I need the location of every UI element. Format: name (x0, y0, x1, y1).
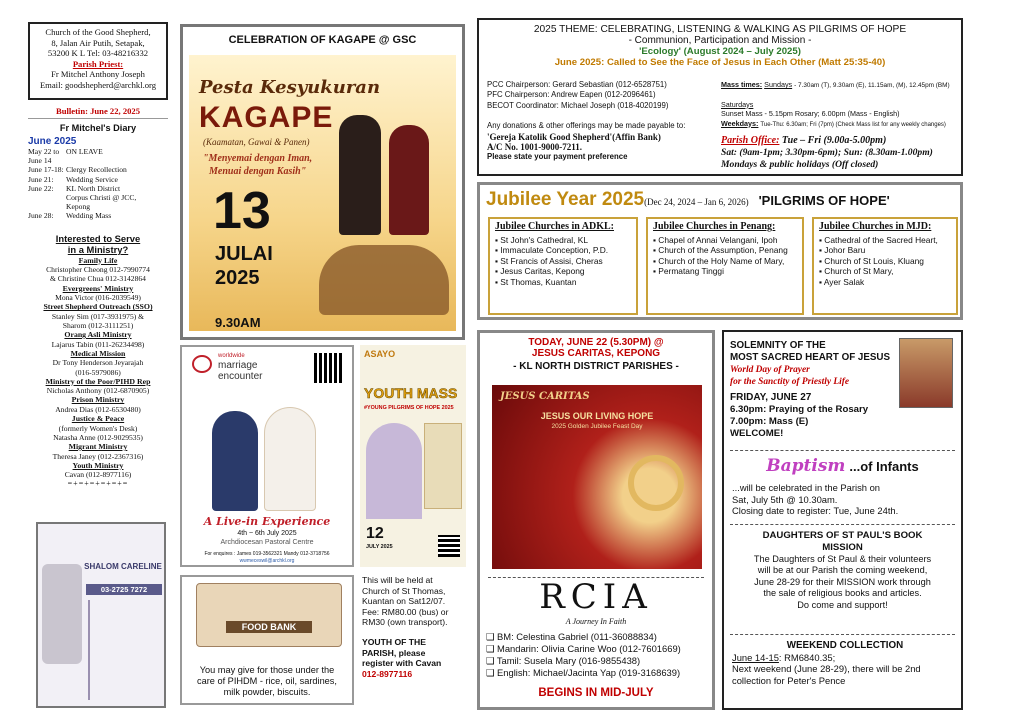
ministry-contact: Sharom (012-3111251) (62, 320, 134, 330)
ministry-contact: Nicholas Anthony (012-6870905) (46, 386, 150, 396)
weekday-masses: Tue-Thu: 6.30am; Fri (7pm) (Check Mass list for any weekly changes) (760, 121, 946, 128)
jubilee-church: ▪ St Francis of Assisi, Cheras (495, 255, 603, 266)
jubilee-church: ▪ Cathedral of the Sacred Heart, (819, 234, 938, 245)
baptism-word: Baptism (766, 456, 846, 476)
rcia-contact: ❑ Tamil: Susela Mary (016-9855438) (486, 655, 641, 666)
church-address-1: 8, Jalan Air Putih, Setapak, (51, 37, 145, 48)
sacred-line-2: 7.00pm: Mass (E) (730, 416, 809, 427)
sacred-heart-section (730, 340, 900, 440)
jubilee-title: Jubilee Year 2025 (486, 189, 645, 210)
jubilee-church: ▪ St Thomas, Kuantan (495, 276, 577, 287)
jubilee-church: ▪ Permatang Tinggi (653, 266, 724, 276)
careline-poster (36, 522, 166, 708)
collection-line-3: collection for Peter's Pence (732, 674, 846, 686)
church-name: Church of the Good Shepherd, (45, 27, 151, 37)
youth-cta (362, 637, 468, 669)
rcia-begins: BEGINS IN MID-JULY (538, 687, 654, 699)
baptism-line-2: Sat, July 5th @ 10.30am. (732, 493, 838, 505)
ministry-name: Youth Ministry (72, 460, 124, 470)
jubilee-group-adkl (488, 217, 638, 315)
theme-line-2: - Communion, Participation and Mission - (628, 35, 812, 46)
food-bank-box (180, 575, 354, 705)
diary-text: Corpus Christi @ JCC, (66, 193, 137, 203)
me-venue: Archdiocesan Pastoral Centre (220, 539, 314, 546)
ministry-contact: Christopher Cheong 012-7990774 (46, 265, 150, 275)
dashed-divider (730, 450, 955, 451)
youth-cta-line: register with Cavan (362, 658, 442, 669)
diary-row (28, 147, 168, 156)
jubilee-church: ▪ Chapel of Annai Velangani, Ipoh (653, 234, 778, 245)
sacred-sub-1: World Day of Prayer (730, 365, 810, 375)
mass-times-label: Mass times: (721, 80, 763, 89)
sunday-masses: - 7.30am (T), 9.30am (E), 11.15am, (M), 12.45pm (BM) (794, 82, 950, 89)
kagape-artwork (189, 55, 456, 331)
diary-text: ON LEAVE (66, 147, 103, 156)
kagape-motto-2: Menuai dengan Kasih" (209, 166, 307, 177)
jubilee-church: ▪ Church of the Assumption, Penang (653, 245, 788, 255)
diary-title: Fr Mitchel's Diary (59, 123, 137, 133)
diary-text: KL North District (66, 183, 121, 193)
jubilee-group-list (495, 235, 631, 288)
diary-date: June 21: (28, 174, 54, 184)
diary-text: Wedding Service (66, 174, 118, 184)
me-web[interactable]: wwmeceswil@archkl.org (239, 558, 295, 564)
sacred-heart-image (899, 338, 953, 408)
poster-org: JESUS CARITAS (500, 391, 590, 402)
food-bank-line-2: care of PIHDM - rice, oil, sardines, (197, 676, 337, 686)
monstrance-icon (628, 455, 684, 511)
ministry-contact: Natasha Anne (012-9029535) (53, 432, 143, 442)
sundays-label: Sundays (764, 80, 793, 89)
kagape-month: JULAI (215, 243, 273, 265)
youth-date-day: 12 (366, 525, 384, 542)
dancer-figure-1 (339, 115, 381, 235)
office-hours-1: Tue – Fri (9.00a-5.00pm) (781, 135, 887, 147)
youth-mass-poster (360, 345, 466, 567)
youth-date-month: JULY 2025 (366, 544, 393, 550)
careline-title: SHALOM CARELINE (84, 562, 162, 571)
collection-amount: : RM6840.35; (778, 651, 836, 663)
kagape-script: Pesta Kesyukuran (199, 77, 381, 98)
food-bank-label: FOOD BANK (226, 621, 312, 633)
church-info-box (28, 22, 168, 100)
dsp-line: will be at our Parish the coming weekend, (757, 565, 928, 576)
sacred-line-3: WELCOME! (730, 428, 784, 439)
donate-line-2: 'Gereja Katolik Good Shepherd'(Affin Bank) (487, 131, 661, 142)
ministry-contact: Andrea Dias (012-6530480) (55, 404, 141, 414)
youth-detail-line: Church of St Thomas, (362, 585, 446, 596)
ministry-name: Street Shepherd Outreach (SSO) (43, 302, 153, 312)
diary-list (28, 147, 168, 221)
weekdays-label: Weekdays: (721, 118, 759, 128)
sunset-mass: Sunset Mass - 5.15pm Rosary; 6.00pm (Mass - English) (721, 109, 900, 119)
theme-line-3: 'Ecology' (August 2024 – July 2025) (639, 46, 801, 57)
dsp-line: Do come and support! (797, 599, 888, 610)
ministry-name: Justice & Peace (71, 414, 125, 424)
diary-date: June 28: (28, 211, 54, 221)
careline-phone[interactable]: 03-2725 7272 (86, 584, 162, 595)
food-bank-text (182, 665, 352, 698)
diary-date: June 22: (28, 183, 54, 193)
rcia-contact: ❑ English: Michael/Jacinta Yap (019-3168639) (486, 667, 681, 678)
diary-row (28, 165, 168, 174)
rcia-contact: ❑ BM: Celestina Gabriel (011-36088834) (486, 631, 657, 642)
kagape-header: CELEBRATION OF KAGAPE @ GSC (228, 34, 417, 46)
theme-line-4: June 2025: Called to See the Face of Jesus in Each Other (Matt 25:35-40) (554, 57, 886, 68)
diary-date: May 22 to (28, 147, 60, 156)
sacred-title-1: SOLEMNITY OF THE (730, 340, 826, 351)
ministry-contact: Mona Victor (016-2039549) (55, 293, 141, 303)
ministry-name: Medical Mission (70, 348, 126, 358)
jubilee-church: ▪ Church of St Louis, Kluang (819, 255, 924, 266)
bulletin-date: Bulletin: June 22, 2025 (28, 104, 168, 119)
food-box-image (196, 583, 342, 647)
dsp-title-1: DAUGHTERS OF ST PAUL'S BOOK (762, 530, 923, 541)
ministry-contact: (formerly Women's Desk) (58, 423, 138, 433)
office-label: Parish Office: (721, 135, 780, 147)
office-hours-3: Mondays & public holidays (Off closed) (721, 159, 879, 171)
kagape-motto-1: "Menyemai dengan Iman, (203, 153, 313, 164)
youth-detail-line: Kuantan on Sat12/07. (362, 596, 446, 607)
parish-office (721, 135, 961, 147)
youth-detail-line: RM30 (own transport). (362, 617, 448, 628)
chairpersons (487, 80, 721, 163)
sacred-line-1: 6.30pm: Praying of the Rosary (730, 404, 869, 415)
becot-coordinator: BECOT Coordinator: Michael Joseph (018-4020199) (487, 100, 669, 110)
youth-org: ASAYO (364, 349, 396, 359)
ministry-title-2: in a Ministry? (67, 244, 129, 256)
youth-qr-code[interactable] (438, 535, 460, 557)
dancer-figure-2 (389, 125, 429, 235)
ministry-contact: (016-5979086) (75, 367, 121, 377)
ministry-contact: Cavan (012-8977116) (64, 470, 132, 480)
ministry-section (28, 233, 168, 489)
collection-section (732, 640, 958, 686)
jubilee-church: ▪ Church of the Holy Name of Mary, (653, 255, 785, 266)
sacred-title-2: MOST SACRED HEART OF JESUS (730, 352, 891, 363)
kagape-sub: (Kaamatan, Gawai & Panen) (203, 137, 310, 147)
dsp-line: the sale of religious books and articles. (763, 588, 922, 599)
youth-details-list (362, 575, 468, 628)
today-line-3: - KL NORTH DISTRICT PARISHES - (513, 361, 679, 372)
dsp-body (724, 554, 961, 611)
me-brand: marriage (218, 360, 258, 371)
youth-cta-line: PARISH, please (362, 647, 426, 658)
ministry-contact: Stanley Sim (017-3931975) & (51, 311, 145, 321)
ministry-name: Migrant Ministry (68, 442, 128, 452)
church-building-image (366, 423, 422, 519)
collection-line-2: Next weekend (June 28-29), there will be 2nd (732, 663, 921, 675)
donate-line-3: A/C No. 1001-9000-7211. (487, 142, 582, 153)
youth-hashtag: #YOUNG PILGRIMS OF HOPE 2025 (364, 405, 454, 411)
office-hours-2: Sat: (9am-1pm; 3.30pm-6pm); Sun: (8.30am-1.00pm) (721, 147, 933, 159)
priest-label: Parish Priest: (72, 58, 124, 69)
baptism-details (732, 482, 958, 517)
diary-date (28, 193, 66, 202)
jubilee-group-mjd (812, 217, 958, 315)
diary-row (28, 193, 168, 202)
dsp-title-2: MISSION (822, 542, 863, 553)
youth-detail-line: This will be held at (362, 575, 433, 585)
today-line-2: JESUS CARITAS, KEPONG (531, 348, 661, 359)
ministry-divider: =+=+=+=+=+= (67, 479, 129, 489)
diary-month: June 2025 (28, 136, 77, 147)
donate-line-1: Any donations & other offerings may be made payable to: (487, 121, 686, 131)
donate-line-4: Please state your payment preference (487, 152, 628, 162)
heart-logo-icon (192, 355, 212, 373)
ministry-contact: Dr Tony Henderson Jeyarajah (52, 358, 144, 368)
ministry-contact: Theresa Janey (012-2367316) (52, 451, 144, 461)
ministry-name: Evergreens' Ministry (62, 283, 134, 293)
dsp-line: June 28-29 for their MISSION work through (754, 576, 931, 587)
saturdays-label: Saturdays (721, 99, 754, 109)
jubilee-dates: (Dec 24, 2024 – Jan 6, 2026) (644, 197, 749, 207)
dashed-divider (730, 634, 955, 635)
me-brand-small: worldwide (218, 353, 245, 359)
me-enquiry: For enquires : James 019-3562321 Mandy 012-3718756 (204, 551, 330, 557)
ministry-name: Family Life (78, 255, 118, 265)
jubilee-group-penang (646, 217, 804, 315)
ministry-name: Prison Ministry (71, 395, 125, 405)
collection-title: WEEKEND COLLECTION (786, 640, 904, 651)
jubilee-group-title: Jubilee Churches in Penang: (653, 221, 776, 232)
diary-date: June 14 (28, 156, 52, 166)
me-tagline: A Live-in Experience (203, 515, 331, 528)
pfc-chair: PFC Chairperson: Andrew Eapen (012-2096461) (487, 90, 656, 100)
jubilee-group-list (819, 235, 951, 288)
ministry-name: Orang Asli Ministry (64, 330, 132, 340)
jubilee-heading (486, 189, 890, 211)
marriage-encounter-poster (180, 345, 354, 567)
jubilee-motto: 'PILGRIMS OF HOPE' (758, 193, 890, 208)
youth-mass-details (362, 575, 468, 679)
bulletin-column (28, 104, 168, 488)
poster-sub: 2025 Golden Jubilee Feast Day (551, 423, 643, 430)
ministry-title-1: Interested to Serve (55, 232, 141, 244)
theme-line-1: 2025 THEME: CELEBRATING, LISTENING & WALKING AS PILGRIMS OF HOPE (533, 24, 907, 35)
diary-row (28, 184, 168, 193)
diary-row (28, 211, 168, 220)
dsp-line: The Daughters of St Paul & their volunteers (753, 554, 932, 564)
rcia-contact: ❑ Mandarin: Olivia Carine Woo (012-7601669) (486, 643, 681, 654)
me-dates: 4th ~ 6th July 2025 (237, 530, 297, 537)
dsp-section (724, 530, 961, 611)
diary-row (28, 156, 168, 165)
youth-cta-line: YOUTH OF THE (362, 636, 426, 647)
baptism-section (724, 456, 961, 476)
collection-date: June 14-15 (732, 651, 779, 663)
priest-name: Fr Mitchel Anthony Joseph (51, 69, 145, 80)
jubilee-church: ▪ Immaculate Conception, P.D. (495, 245, 609, 255)
ministry-list (28, 256, 168, 480)
church-address-2: 53200 K L Tel: 03-48216332 (47, 48, 149, 59)
diary-date (28, 202, 66, 211)
jubilee-church: ▪ Johor Baru (819, 245, 866, 255)
baptism-line-1: ...will be celebrated in the Parish on (732, 482, 880, 493)
mass-times (721, 80, 961, 171)
baptism-rest: ...of Infants (849, 459, 919, 474)
rcia-contacts (486, 631, 712, 679)
church-email[interactable]: Email: goodshepherd@archkl.org (39, 79, 157, 90)
food-bank-line-3: milk powder, biscuits. (223, 687, 311, 697)
groom-figure (212, 411, 258, 511)
theme-box (477, 18, 963, 176)
diary-row (28, 202, 168, 211)
jubilee-church: ▪ St John's Cathedral, KL (495, 234, 589, 245)
sacred-date: FRIDAY, JUNE 27 (730, 392, 812, 403)
jubilee-box (477, 182, 963, 320)
qr-code[interactable] (314, 353, 344, 383)
jubilee-church: ▪ Church of St Mary, (819, 266, 894, 276)
diary-text: Wedding Mass (66, 211, 112, 221)
me-brand-2: encounter (218, 371, 263, 382)
diary-date: June 17-18: (28, 165, 64, 175)
jesus-caritas-poster (492, 385, 702, 569)
diary-text: Clergy Recollection (66, 165, 127, 175)
today-line-1: TODAY, JUNE 22 (5.30PM) @ (528, 337, 664, 348)
dashed-divider (730, 524, 955, 525)
jubilee-group-list (653, 235, 797, 277)
poster-title: JESUS OUR LIVING HOPE (540, 411, 654, 421)
ministry-contact: Lajarus Tabin (011-26234498) (51, 339, 145, 349)
hands-image (42, 564, 82, 664)
kagape-title: KAGAPE (199, 101, 334, 134)
baptism-line-3: Closing date to register: Tue, June 24th. (732, 505, 899, 517)
ministry-name: Ministry of the Poor/PIHD Rep (45, 376, 151, 386)
sacred-sub-2: for the Sanctity of Priestly Life (730, 377, 849, 387)
kagape-time: 9.30AM (215, 315, 261, 330)
jubilee-group-title: Jubilee Churches in MJD: (819, 221, 932, 232)
jubilee-church: ▪ Jesus Caritas, Kepong (495, 266, 585, 276)
youth-phone[interactable]: 012-8977116 (362, 668, 413, 679)
today-event-box (477, 330, 715, 710)
careline-text-block (88, 600, 160, 700)
diary-text: Kepong (66, 202, 91, 212)
announcements-box (722, 330, 963, 710)
food-bank-line-1: You may give for those under the (199, 665, 335, 675)
kagape-year: 2025 (215, 267, 260, 289)
rcia-title: RCIA (539, 577, 653, 617)
youth-title: YOUTH MASS (364, 385, 458, 401)
diary-row (28, 175, 168, 184)
jubilee-group-title: Jubilee Churches in ADKL: (495, 221, 614, 232)
ministry-contact: & Christine Chua 012-3142864 (50, 274, 146, 284)
kagape-poster (180, 24, 465, 340)
pcc-chair: PCC Chairperson: Gerard Sebastian (012-6528751) (487, 80, 667, 89)
dancers-group (319, 245, 449, 315)
kagape-day: 13 (213, 182, 271, 240)
jubilee-church: ▪ Ayer Salak (819, 276, 865, 287)
bride-figure (264, 407, 316, 511)
youth-schedule (424, 423, 462, 509)
youth-detail-line: Fee: RM80.00 (bus) or (362, 606, 449, 617)
rcia-sub: A Journey In Faith (565, 617, 627, 626)
